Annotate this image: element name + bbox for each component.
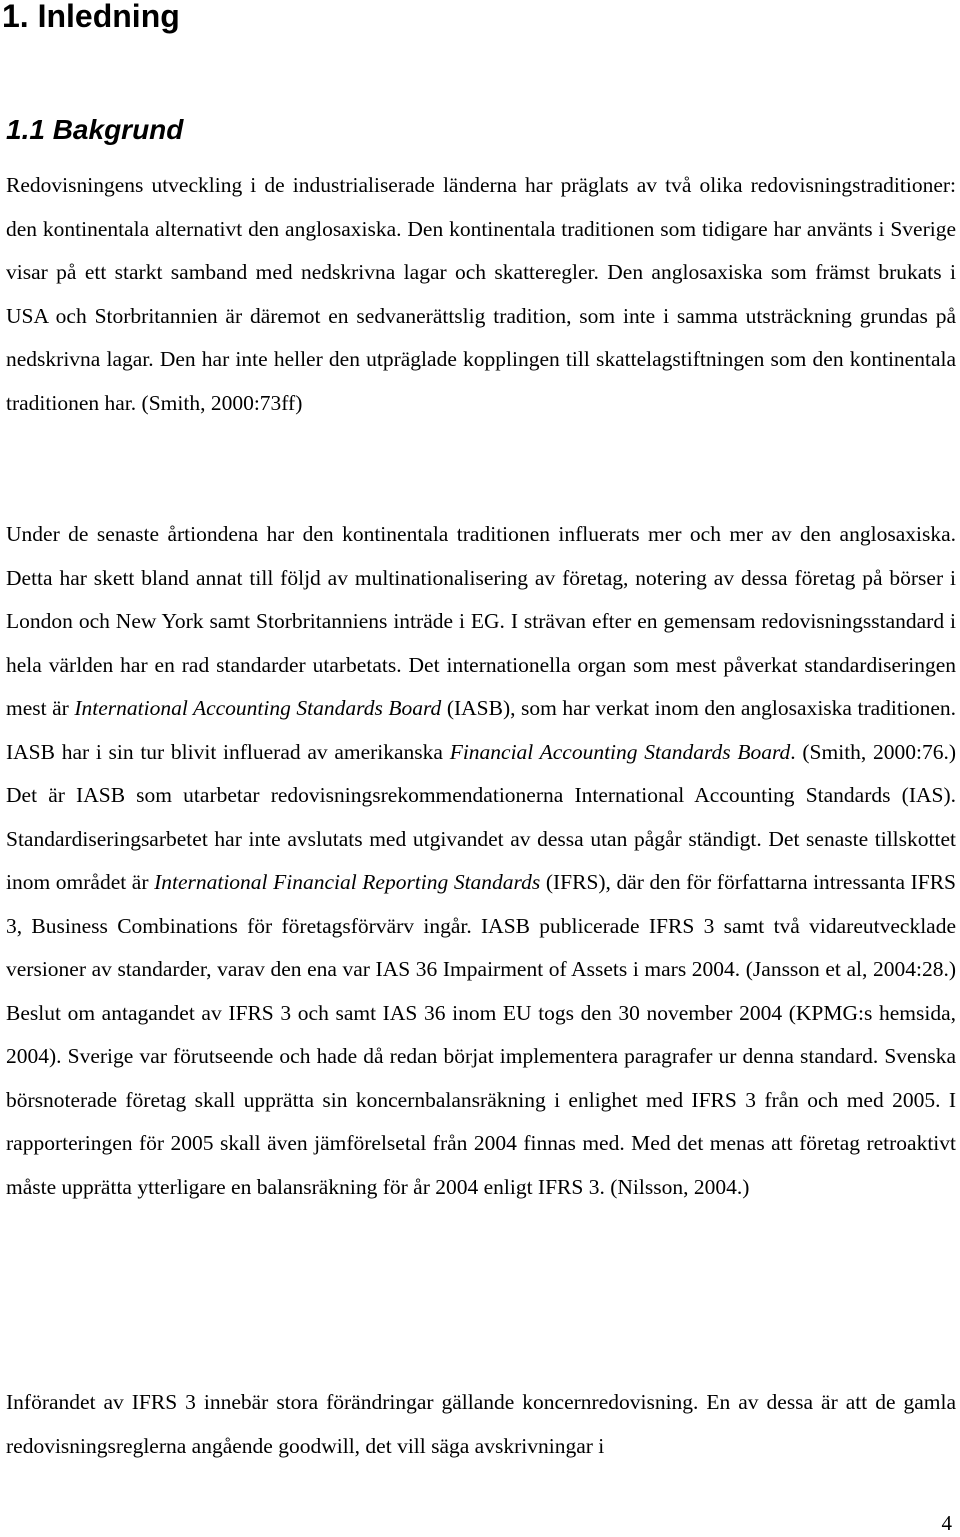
- paragraph-background-2: [6, 513, 956, 1209]
- paragraph-background-3: Införandet av IFRS 3 innebär stora förändringar gällande koncernredovisning. En av dessa är att de gamla redovisningsreglerna angående goodwill, det vill säga avskrivningar i: [6, 1390, 956, 1458]
- section-heading: 1.1 Bakgrund: [6, 114, 184, 145]
- italic-term: International Financial Reporting Standards: [154, 870, 541, 894]
- chapter-heading: 1. Inledning: [2, 0, 180, 34]
- paragraph-text: Under de senaste årtiondena har den kontinentala traditionen influerats mer och mer av den anglosaxiska. Detta har skett bland annat till följd av multinationalisering av företag, notering av dessa företag på börser i London och New York samt Storbritanniens inträde i EG. I strävan efter en gemensam redovisningsstandard i hela världen har en rad standarder utarbetats. Det internationella organ som mest påverkat standardiseringen mest är: [6, 522, 956, 720]
- page-number: 4: [941, 1511, 952, 1535]
- italic-term: Financial Accounting Standards Board: [449, 739, 791, 764]
- paragraph-text: (IASB), som har verkat inom den anglosaxiska traditionen. IASB har i sin tur blivit influerad av amerikanska: [6, 696, 956, 764]
- paragraph-background-1: Redovisningens utveckling i de industrialiserade länderna har präglats av två olika redovisningstraditioner: den kontinentala alternativt den anglosaxiska. Den kontinentala traditionen som tidigare har använts i Sverige visar på ett starkt samband med nedskrivna lagar och skatteregler. Den anglosaxiska som främst brukats i USA och Storbritannien är däremot en sedvanerättslig tradition, som inte i samma utsträckning grundas på nedskrivna lagar. Den har inte heller den utpräglade kopplingen till skattelagstiftningen som den kontinentala traditionen har. (Smith, 2000:73ff): [6, 173, 956, 415]
- paragraph-text: (IFRS), där den för författarna intressanta IFRS 3, Business Combinations för företagsförvärv ingår. IASB publicerade IFRS 3 samt två vidareutvecklade versioner av standarder, varav den ena var IAS 36 Impairment of Assets i mars 2004. (Jansson et al, 2004:28.) Beslut om antagandet av IFRS 3 och samt IAS 36 inom EU togs den 30 november 2004 (KPMG:s hemsida, 2004). Sverige var förutseende och hade då redan börjat implementera paragrafer ur denna standard. Svenska börsnoterade företag skall upprätta sin koncernbalansräkning i enlighet med IFRS 3 från och med 2005. I rapporteringen för 2005 skall även jämförelsetal från 2004 finnas med. Med det menas att företag retroaktivt måste upprätta ytterligare en balansräkning för år 2004 enligt IFRS 3. (Nilsson, 2004.): [6, 870, 956, 1199]
- paragraph-text: . (Smith, 2000:76.) Det är IASB som utarbetar redovisningsrekommendationerna International Accounting Standards (IAS). Standardiseringsarbetet har inte avslutats med utgivandet av dessa utan pågår ständigt. Det senaste tillskottet inom området är: [6, 739, 957, 894]
- italic-term: International Accounting Standards Board: [74, 696, 442, 720]
